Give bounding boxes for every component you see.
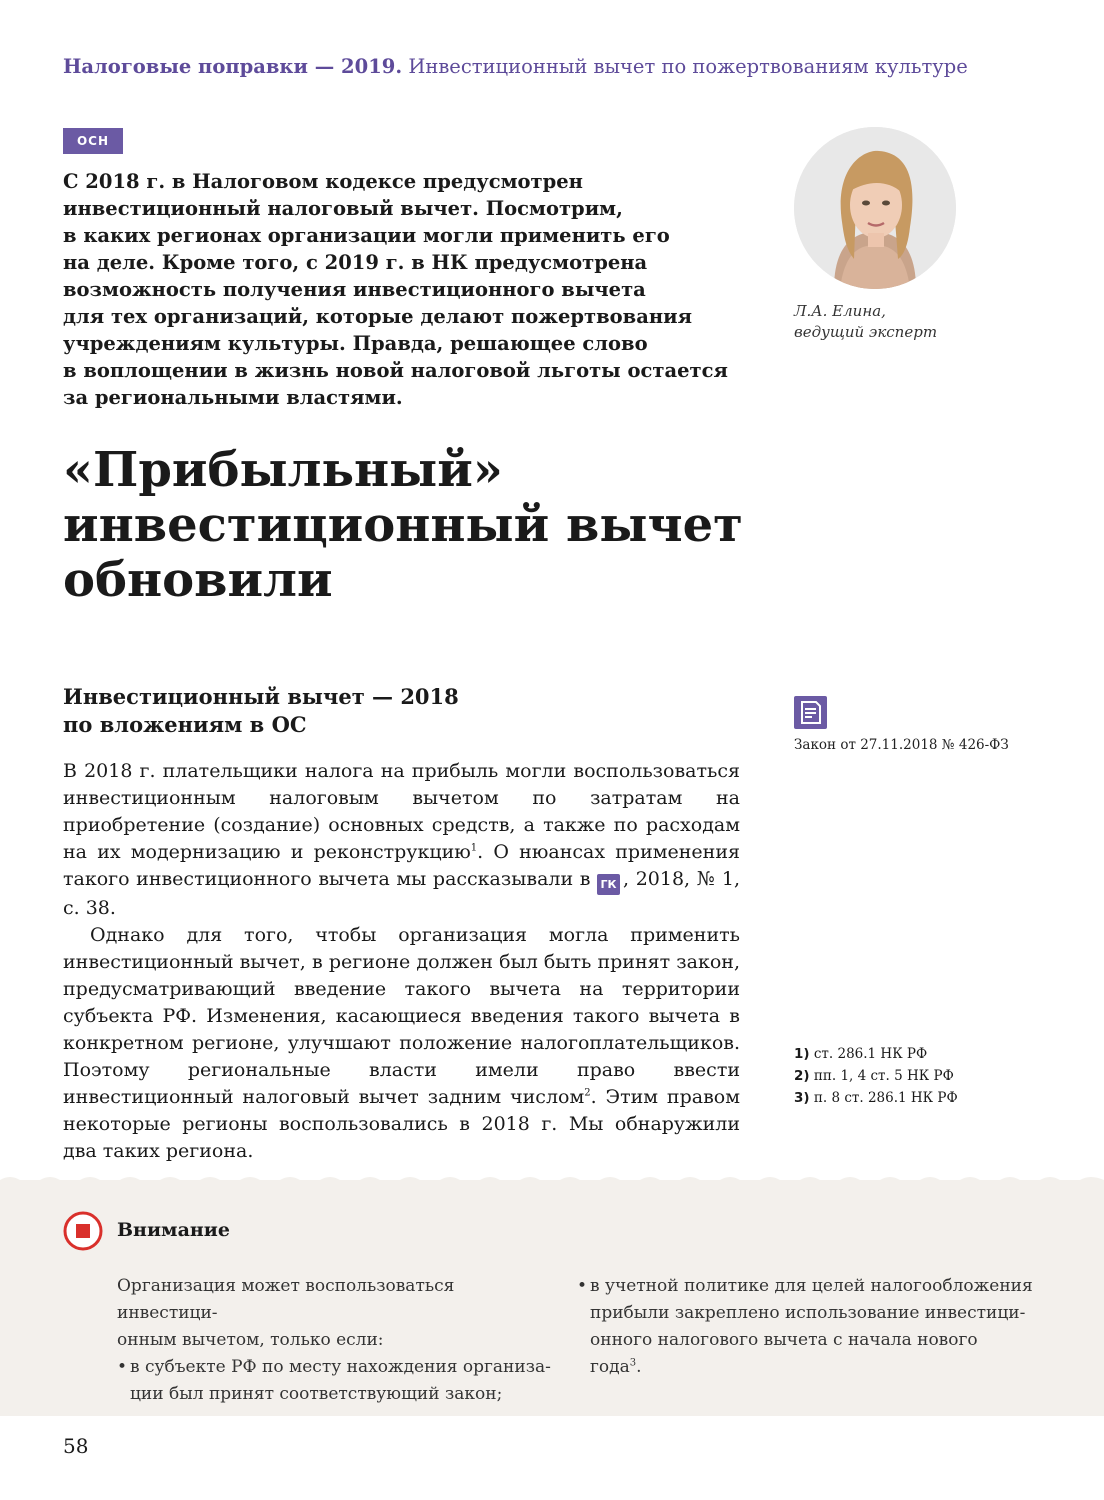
attention-intro-line: Организация может воспользоваться инвестици- — [117, 1276, 455, 1323]
article-title — [63, 443, 783, 608]
running-header — [63, 55, 1053, 78]
lead-line: за региональными властями. — [63, 386, 403, 409]
attention-bullet-line: • в учетной политике для целей налогообложения — [577, 1273, 1037, 1300]
footnote-item: 1) ст. 286.1 НК РФ — [794, 1046, 928, 1062]
attention-bullet-line: года$^3$. — [590, 1357, 642, 1377]
attention-bullet-line: онного налогового вычета с начала нового — [590, 1330, 978, 1350]
attention-bullet-line: ции был принят соответствующий закон; — [130, 1384, 503, 1404]
footnote-ref-3[interactable]: 3 — [629, 1357, 637, 1369]
lead-line: С 2018 г. в Налоговом кодексе предусмотрен — [63, 170, 583, 193]
document-icon — [794, 696, 827, 729]
attention-right-column — [577, 1273, 1037, 1381]
footnote-ref-1[interactable]: 1 — [470, 842, 478, 854]
stop-icon — [63, 1211, 103, 1251]
running-header-subtitle: Инвестиционный вычет по пожертвованиям культуре — [402, 55, 968, 78]
attention-bullet-line: • в субъекте РФ по месту нахождения организа- — [117, 1354, 557, 1381]
page-number: 58 — [63, 1434, 89, 1458]
lead-line: инвестиционный налоговый вычет. Посмотрим, — [63, 197, 623, 220]
attention-left-column — [117, 1273, 557, 1408]
tax-regime-tag: ОСН — [63, 128, 123, 154]
attention-intro-line: онным вычетом, только если: — [117, 1330, 384, 1350]
author-caption — [794, 301, 1054, 343]
footnote-ref-2[interactable]: 2 — [584, 1087, 591, 1099]
magazine-badge-icon[interactable]: ГК — [597, 874, 620, 895]
law-reference: Закон от 27.11.2018 № 426-ФЗ — [794, 737, 1009, 753]
lead-line: в каких регионах организации могли применить его — [63, 224, 670, 247]
lead-line: для тех организаций, которые делают пожертвования — [63, 305, 692, 328]
attention-bullet-line: прибыли закреплено использование инвестици- — [590, 1303, 1026, 1323]
footnote-item: 2) пп. 1, 4 ст. 5 НК РФ — [794, 1068, 954, 1084]
section-heading — [63, 683, 583, 739]
author-photo — [794, 127, 956, 289]
body-paragraph-2: Однако для того, чтобы организация могла применить инвестиционный вычет, в регионе должен был быть принят закон, предусматривающий введение такого вычета на территории субъекта РФ. Изменения, касающиеся введения такого вычета в конкретном регионе, улучшают положение налогоплательщиков. Поэтому региональные власти имели право ввести инвестиционный налоговый вычет задним числом$^2$. Этим правом некоторые регионы воспользовались в 2018 г. Мы обнаружили два таких региона. — [63, 924, 740, 1162]
running-header-section: Налоговые поправки — 2019. — [63, 55, 403, 78]
section-heading-line: по вложениям в ОС — [63, 712, 307, 737]
author-portrait-icon — [794, 127, 956, 289]
body-paragraph-1: В 2018 г. плательщики налога на прибыль могли воспользоваться инвестиционным налоговым вычетом по затратам на приобретение (создание) основных средств, а также по расходам на их модернизацию и реконструкцию$^1$. О нюансах применения такого инвестиционного вычета мы рассказывали в ГК , 2018, № 1, с. 38. — [63, 760, 740, 919]
author-name: Л.А. Елина, — [794, 302, 886, 320]
article-body — [63, 758, 740, 1165]
panel-edge-decoration — [0, 1174, 1104, 1186]
title-line: «Прибыльный» — [63, 442, 503, 498]
footnote-item: 3) п. 8 ст. 286.1 НК РФ — [794, 1090, 958, 1106]
lead-paragraph — [63, 168, 743, 411]
lead-line: в воплощении в жизнь новой налоговой льготы остается — [63, 359, 728, 382]
author-role: ведущий эксперт — [794, 323, 938, 341]
lead-line: возможность получения инвестиционного вычета — [63, 278, 646, 301]
lead-line: учреждениям культуры. Правда, решающее слово — [63, 332, 648, 355]
footnotes — [794, 1043, 1074, 1109]
section-heading-line: Инвестиционный вычет — 2018 — [63, 684, 459, 709]
lead-line: на деле. Кроме того, с 2019 г. в НК предусмотрена — [63, 251, 648, 274]
attention-title: Внимание — [117, 1219, 230, 1241]
title-line: инвестиционный вычет — [63, 497, 743, 553]
title-line: обновили — [63, 552, 333, 608]
